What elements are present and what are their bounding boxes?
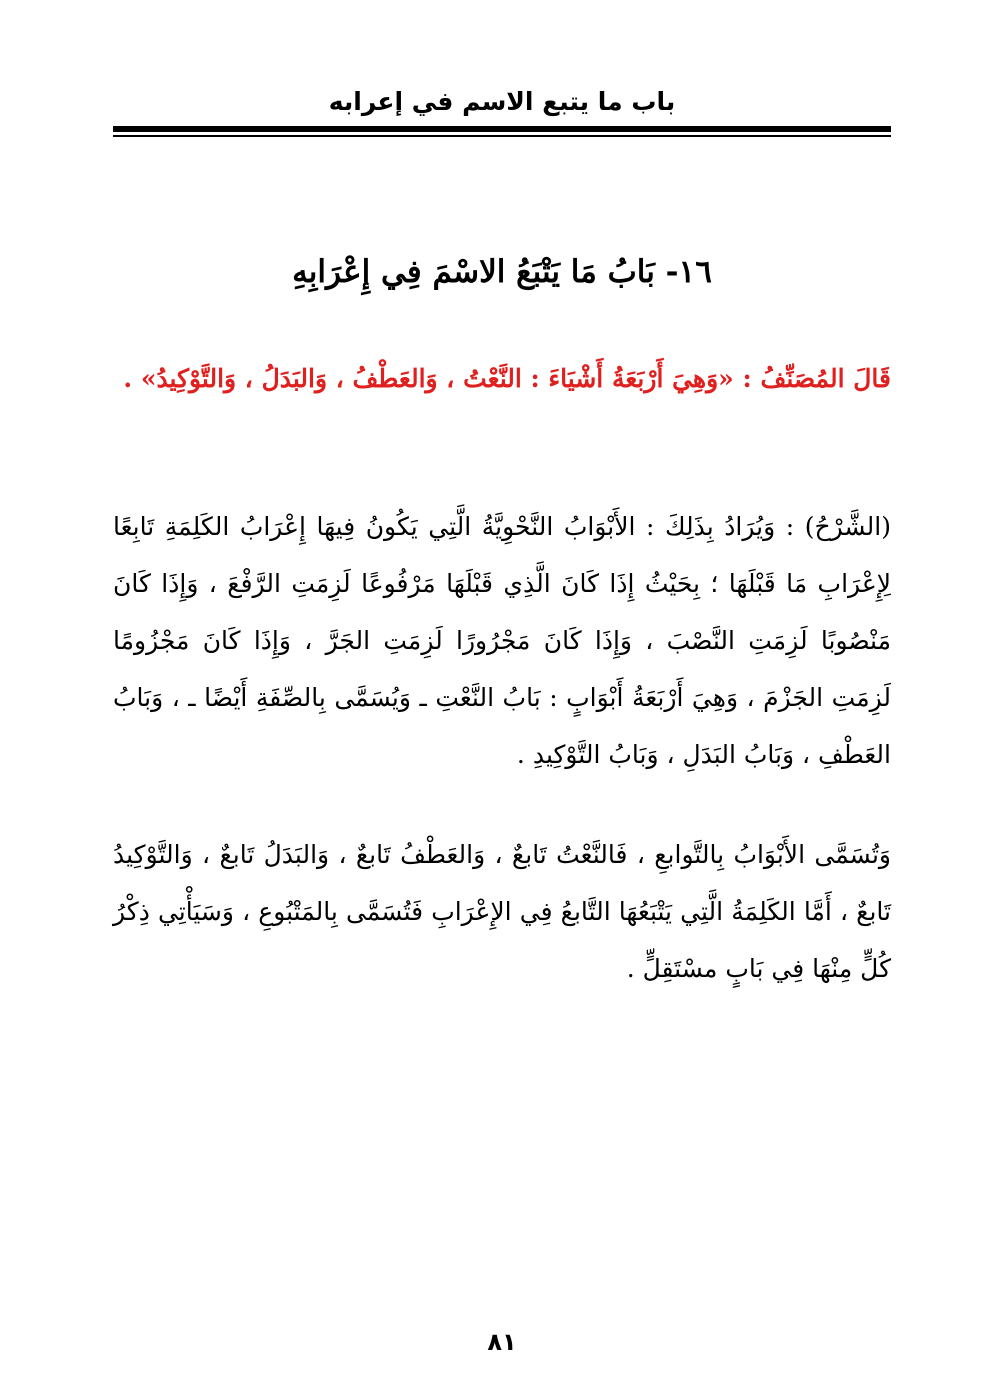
author-quote-paragraph: قَالَ المُصَنِّفُ : «وَهِيَ أَرْبَعَةُ أَشْيَاءَ : النَّعْتُ ، وَالعَطْفُ ، وَالبَدَلُ ، وَالتَّوْكِيدُ» . — [123, 364, 891, 393]
tawabi-paragraph: وَتُسَمَّى الأَبْوَابُ بِالتَّوابعِ ، فَالنَّعْتُ تَابعٌ ، وَالعَطْفُ تَابعٌ ، وَالبَدَلُ تَابعٌ ، وَالتَّوْكِيدُ تَابعٌ ، أَمَّا الكَلِمَةُ الَّتِي يَتْبَعُهَا التَّابعُ فِي الإِعْرَابِ فَتُسَمَّى بِالمَتْبُوعِ ، وَسَيَأْتِي ذِكْرُ كُلٍّ مِنْهَا فِي بَابٍ مسْتَقِلٍّ . — [113, 840, 891, 983]
header-rule-thin — [113, 135, 891, 137]
commentary-paragraph: (الشَّرْحُ) : وَيُرَادُ بِذَلِكَ : الأَبْوَابُ النَّحْوِيَّةُ الَّتِي يَكُونُ فِيهَا إِعْرَابُ الكَلِمَةِ تَابِعًا لِإِعْرَابِ مَا قَبْلَهَا ؛ بِحَيْثُ إِذَا كَانَ الَّذِي قَبْلَهَا مَرْفُوعًا لَزِمَتِ الرَّفْعَ ، وَإِذَا كَانَ مَنْصُوبًا لَزِمَتِ النَّصْبَ ، وَإِذَا كَانَ مَجْرُورًا لَزِمَتِ الجَرَّ ، وَإِذَا كَانَ مَجْزُومًا لَزِمَتِ الجَزْمَ ، وَهِيَ أَرْبَعَةُ أَبْوَابٍ : بَابُ النَّعْتِ ـ وَيُسَمَّى بِالصِّفَةِ أَيْضًا ـ ، وَبَابُ العَطْفِ ، وَبَابُ البَدَلِ ، وَبَابُ التَّوْكِيدِ . — [113, 512, 891, 769]
running-header: باب ما يتبع الاسم في إعرابه — [328, 87, 676, 116]
header-rule-thick — [113, 126, 891, 132]
page-number: ٨١ — [487, 1328, 517, 1356]
chapter-title: ١٦- بَابُ مَا يَتْبَعُ الاسْمَ فِي إِعْرَابِهِ — [292, 254, 712, 290]
